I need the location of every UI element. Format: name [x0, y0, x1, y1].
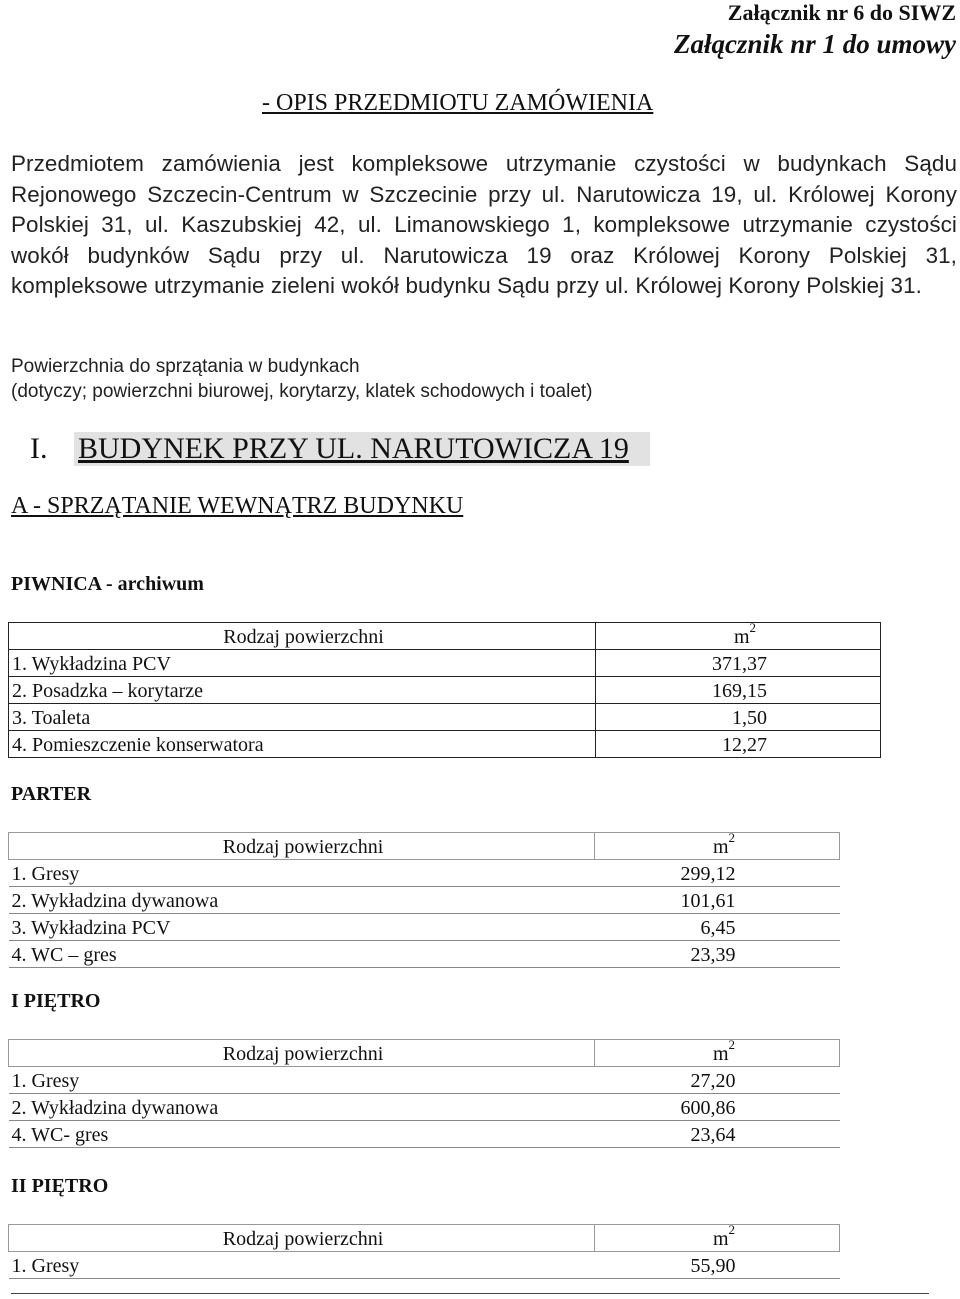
row-value: 27,20 [595, 1067, 840, 1094]
row-name: 4. Pomieszczenie konserwatora [9, 731, 596, 758]
row-value: 299,12 [595, 860, 840, 887]
floor-label-ground: PARTER [11, 783, 92, 805]
area-table-basement [8, 622, 881, 758]
bottom-divider [11, 1293, 929, 1294]
column-header-unit [596, 620, 881, 650]
row-name: 1. Gresy [9, 1067, 595, 1094]
floor-label-second: II PIĘTRO [11, 1175, 109, 1197]
document-title: - OPIS PRZEDMIOTU ZAMÓWIENIA [262, 90, 654, 116]
table-row [9, 1121, 840, 1148]
table-row [9, 1067, 840, 1094]
row-value: 1,50 [596, 704, 881, 731]
column-header-unit-text: m [712, 1228, 729, 1250]
area-table-first-floor [8, 1039, 840, 1148]
table-header-row [9, 1225, 840, 1252]
table-row [9, 731, 881, 758]
row-name: 3. Toaleta [9, 704, 596, 731]
table-row [9, 860, 840, 887]
section-heading: A - SPRZĄTANIE WEWNĄTRZ BUDYNKU [11, 493, 464, 519]
column-header-unit-text: m [733, 626, 750, 648]
unit-superscript: 2 [728, 830, 735, 846]
column-header-kind [9, 1225, 595, 1252]
table-row [9, 1094, 840, 1121]
column-header-unit [595, 1037, 840, 1067]
row-value: 169,15 [596, 677, 881, 704]
column-header-unit [595, 830, 840, 860]
column-header-kind-text: Rodzaj powierzchni [222, 1228, 384, 1250]
row-name: 4. WC – gres [9, 941, 595, 968]
row-value: 101,61 [595, 887, 840, 914]
building-numeral: I. [30, 432, 48, 465]
table-row [9, 914, 840, 941]
row-value: 12,27 [596, 731, 881, 758]
unit-superscript: 2 [728, 1222, 735, 1238]
table-row [9, 941, 840, 968]
table-row [9, 887, 840, 914]
row-name: 2. Wykładzina dywanowa [9, 887, 595, 914]
column-header-unit [595, 1222, 840, 1252]
row-name: 2. Posadzka – korytarze [9, 677, 596, 704]
row-value: 371,37 [596, 650, 881, 677]
column-header-kind [9, 1040, 595, 1067]
column-header-kind-text: Rodzaj powierzchni [222, 1043, 384, 1065]
row-name: 1. Wykładzina PCV [9, 650, 596, 677]
area-title: Powierzchnia do sprzątania w budynkach [11, 356, 360, 377]
unit-superscript: 2 [728, 1037, 735, 1053]
row-value: 23,39 [595, 941, 840, 968]
table-row [9, 1252, 840, 1279]
column-header-kind-text: Rodzaj powierzchni [223, 626, 384, 648]
table-header-row [9, 623, 881, 650]
row-value: 6,45 [595, 914, 840, 941]
area-table-ground [8, 832, 840, 968]
column-header-kind-text: Rodzaj powierzchni [222, 836, 384, 858]
table-row [9, 650, 881, 677]
row-name: 2. Wykładzina dywanowa [9, 1094, 595, 1121]
area-subtitle: (dotyczy; powierzchni biurowej, korytarzy, klatek schodowych i toalet) [11, 381, 593, 402]
area-table-second-floor [8, 1224, 840, 1279]
row-value: 600,86 [595, 1094, 840, 1121]
row-value: 23,64 [595, 1121, 840, 1148]
row-name: 1. Gresy [9, 1252, 595, 1279]
intro-paragraph: Przedmiotem zamówienia jest kompleksowe utrzymanie czystości w budynkach Sądu Rejonowego Szczecin-Centrum w Szczecinie przy ul. Narutowicza 19, ul. Królowej Korony Polskiej 31, ul. Kaszubskiej 42, ul. Limanowskiego 1, kompleksowe utrzymanie czystości wokół budynków Sądu przy ul. Narutowicza 19 oraz Królowej Korony Polskiej 31, kompleksowe utrzymanie zieleni wokół budynku Sądu przy ul. Królowej Korony Polskiej 31. [11, 151, 957, 299]
unit-superscript: 2 [749, 620, 756, 636]
attachment-siwz-label: Załącznik nr 6 do SIWZ [727, 0, 956, 25]
table-header-row [9, 1040, 840, 1067]
row-value: 55,90 [595, 1252, 840, 1279]
building-heading: BUDYNEK PRZY UL. NARUTOWICZA 19 [78, 432, 629, 465]
column-header-kind [9, 623, 596, 650]
table-header-row [9, 833, 840, 860]
column-header-unit-text: m [712, 1043, 729, 1065]
row-name: 4. WC- gres [9, 1121, 595, 1148]
row-name: 1. Gresy [9, 860, 595, 887]
row-name: 3. Wykładzina PCV [9, 914, 595, 941]
floor-label-basement: PIWNICA - archiwum [11, 573, 204, 595]
column-header-kind [9, 833, 595, 860]
table-row [9, 704, 881, 731]
attachment-contract-label: Załącznik nr 1 do umowy [673, 29, 956, 59]
table-row [9, 677, 881, 704]
column-header-unit-text: m [712, 836, 729, 858]
floor-label-first: I PIĘTRO [11, 990, 101, 1012]
